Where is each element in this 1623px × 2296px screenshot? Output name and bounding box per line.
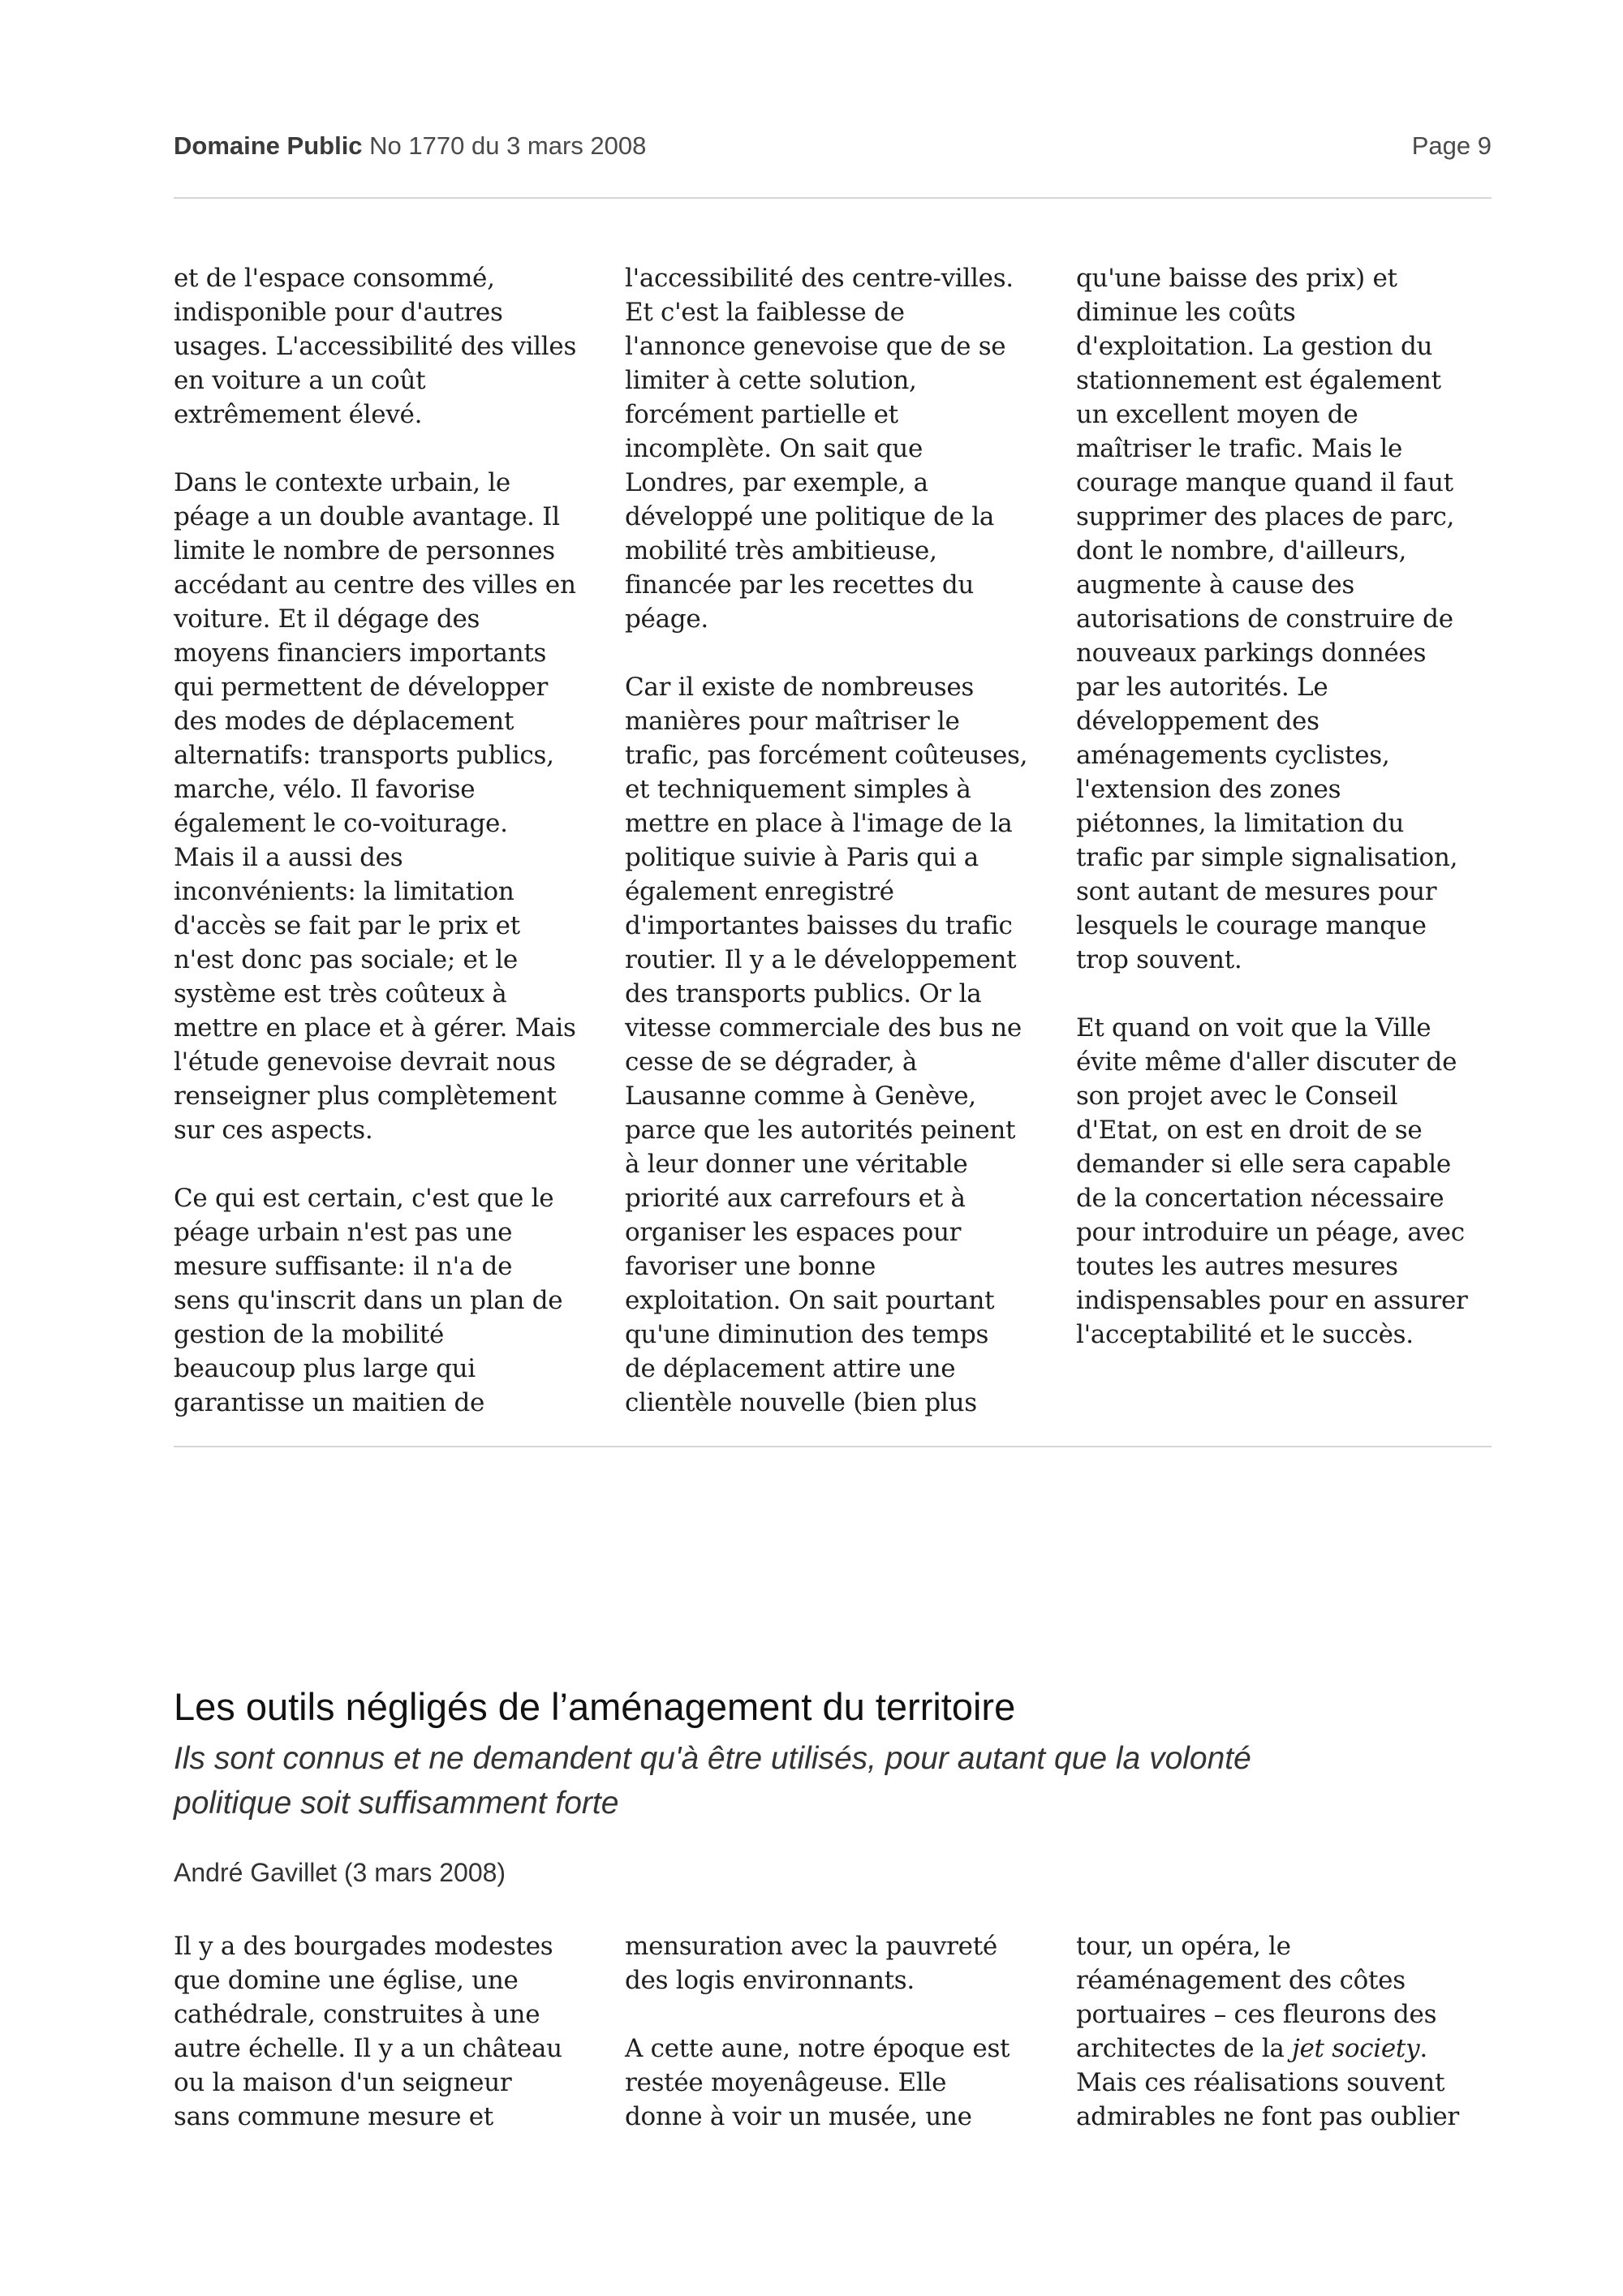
text-line: évite même d'aller discuter de [1076, 1047, 1457, 1077]
text-line: l'accessibilité des centre-villes. [625, 264, 1014, 293]
text-line: péage urbain n'est pas une [174, 1218, 513, 1247]
text-line: vitesse commerciale des bus ne [625, 1013, 1022, 1043]
text-line: Il y a des bourgades modestes [174, 1932, 553, 1961]
article-subtitle [174, 1736, 1505, 1825]
text-line: mobilité très ambitieuse, [625, 536, 937, 565]
text-line: de la concertation nécessaire [1076, 1184, 1444, 1213]
text-line: manières pour maîtriser le [625, 707, 960, 736]
text-line: trafic par simple signalisation, [1076, 843, 1458, 872]
paragraph [174, 1181, 592, 1420]
paragraph [174, 466, 592, 1147]
text-line: Ils sont connus et ne demandent qu'à être utilisés, pour autant que la volonté [174, 1741, 1251, 1776]
paragraph [1076, 1011, 1495, 1352]
text-line: n'est donc pas sociale; et le [174, 945, 518, 974]
text-line: inconvénients: la limitation [174, 877, 514, 906]
text-line: ou la maison d'un seigneur [174, 2068, 512, 2097]
text-line: développé une politique de la [625, 502, 995, 531]
text-line: pour introduire un péage, avec [1076, 1218, 1465, 1247]
text-line: piétonnes, la limitation du [1076, 809, 1405, 838]
text-line: stationnement est également [1076, 366, 1441, 395]
text-line: maîtriser le trafic. Mais le [1076, 434, 1403, 463]
text-line: parce que les autorités peinent [625, 1116, 1016, 1145]
text-line: demander si elle sera capable [1076, 1150, 1451, 1179]
text-line: routier. Il y a le développement [625, 945, 1017, 974]
text-line: d'Etat, on est en droit de se [1076, 1116, 1423, 1145]
text-line: d'accès se fait par le prix et [174, 911, 520, 940]
text-line: l'annonce genevoise que de se [625, 332, 1006, 361]
text-line: mesure suffisante: il n'a de [174, 1252, 513, 1281]
text-line: réaménagement des côtes [1076, 1966, 1406, 1995]
column-2 [625, 261, 1044, 1420]
text-line: limiter à cette solution, [625, 366, 917, 395]
text-line: politique soit suffisamment forte [174, 1786, 619, 1821]
text-line: Et c'est la faiblesse de [625, 298, 905, 327]
text-line: lesquels le courage manque [1076, 911, 1427, 940]
text-line: que domine une église, une [174, 1966, 519, 1995]
text-line: financée par les recettes du [625, 570, 975, 600]
section1-columns [174, 261, 1495, 1420]
text-line: extrêmement élevé. [174, 400, 423, 429]
paragraph [1076, 261, 1495, 977]
page-number: Page 9 [1411, 131, 1492, 160]
paragraph [174, 261, 592, 432]
paragraph [1076, 1929, 1495, 2134]
text-line: donne à voir un musée, une [625, 2102, 972, 2131]
text-line: incomplète. On sait que [625, 434, 923, 463]
emphasis-text: jet society [1292, 2034, 1420, 2063]
text-line: Car il existe de nombreuses [625, 673, 974, 702]
text-line: qu'une diminution des temps [625, 1320, 989, 1349]
text-line: développement des [1076, 707, 1319, 736]
text-line: cesse de se dégrader, à [625, 1047, 918, 1077]
column-3 [1076, 1929, 1495, 2134]
text-line: péage a un double avantage. Il [174, 502, 560, 531]
text-line: restée moyenâgeuse. Elle [625, 2068, 947, 2097]
text-line: à leur donner une véritable [625, 1150, 968, 1179]
paragraph [625, 670, 1044, 1420]
text-line: mettre en place et à gérer. Mais [174, 1013, 576, 1043]
text-line: système est très coûteux à [174, 979, 507, 1008]
paragraph [625, 1929, 1044, 1997]
text-line: mettre en place à l'image de la [625, 809, 1013, 838]
text-line: Lausanne comme à Genève, [625, 1081, 976, 1111]
text-line: Dans le contexte urbain, le [174, 468, 510, 497]
text-line: Mais il a aussi des [174, 843, 403, 872]
text-line: par les autorités. Le [1076, 673, 1328, 702]
text-run: architectes de la [1076, 2034, 1293, 2063]
text-line: des transports publics. Or la [625, 979, 982, 1008]
text-line: voiture. Et il dégage des [174, 604, 480, 634]
text-line: organiser les espaces pour [625, 1218, 962, 1247]
publication-name: Domaine Public [174, 131, 363, 160]
text-line: politique suivie à Paris qui a [625, 843, 979, 872]
header-rule [174, 197, 1492, 199]
text-line: et de l'espace consommé, [174, 264, 495, 293]
text-line: Mais ces réalisations souvent [1076, 2068, 1445, 2097]
column-1 [174, 261, 592, 1420]
text-line: l'extension des zones [1076, 775, 1341, 804]
text-line: supprimer des places de parc, [1076, 502, 1455, 531]
text-line: tour, un opéra, le [1076, 1932, 1291, 1961]
column-3 [1076, 261, 1495, 1420]
column-2 [625, 1929, 1044, 2134]
article-byline: André Gavillet (3 mars 2008) [174, 1858, 506, 1887]
paragraph [625, 261, 1044, 636]
text-line: des logis environnants. [625, 1966, 915, 1995]
text-line: favoriser une bonne [625, 1252, 876, 1281]
text-line: son projet avec le Conseil [1076, 1081, 1398, 1111]
text-line: forcément partielle et [625, 400, 898, 429]
text-line: sans commune mesure et [174, 2102, 493, 2131]
section-rule [174, 1446, 1492, 1447]
text-line: limite le nombre de personnes [174, 536, 555, 565]
text-line: péage. [625, 604, 708, 634]
text-line: mensuration avec la pauvreté [625, 1932, 997, 1961]
article-title: Les outils négligés de l’aménagement du territoire [174, 1685, 1016, 1728]
text-line: qu'une baisse des prix) et [1076, 264, 1397, 293]
column-1 [174, 1929, 592, 2134]
text-line: trafic, pas forcément coûteuses, [625, 741, 1028, 770]
text-line: sont autant de mesures pour [1076, 877, 1437, 906]
text-line: qui permettent de développer [174, 673, 548, 702]
text-line: dont le nombre, d'ailleurs, [1076, 536, 1407, 565]
text-line: Et quand on voit que la Ville [1076, 1013, 1431, 1043]
text-line: un excellent moyen de [1076, 400, 1358, 429]
paragraph-lines [1076, 2066, 1495, 2134]
text-run: . [1419, 2034, 1427, 2063]
text-line: de déplacement attire une [625, 1354, 956, 1383]
text-line: diminue les coûts [1076, 298, 1296, 327]
paragraph [174, 1929, 592, 2134]
text-line: clientèle nouvelle (bien plus [625, 1388, 977, 1417]
text-line: des modes de déplacement [174, 707, 514, 736]
text-line: Londres, par exemple, a [625, 468, 928, 497]
text-line: et techniquement simples à [625, 775, 971, 804]
text-line: exploitation. On sait pourtant [625, 1286, 995, 1315]
text-line: autorisations de construire de [1076, 604, 1453, 634]
text-line: beaucoup plus large qui [174, 1354, 476, 1383]
text-line: Ce qui est certain, c'est que le [174, 1184, 554, 1213]
text-line: moyens financiers importants [174, 638, 547, 668]
text-line: indispensables pour en assurer [1076, 1286, 1468, 1315]
text-line: trop souvent. [1076, 945, 1242, 974]
text-line: usages. L'accessibilité des villes [174, 332, 577, 361]
text-line: toutes les autres mesures [1076, 1252, 1398, 1281]
text-line: sur ces aspects. [174, 1116, 373, 1145]
text-line: d'importantes baisses du trafic [625, 911, 1013, 940]
text-line: accédant au centre des villes en [174, 570, 576, 600]
running-header [174, 131, 1492, 170]
paragraph [625, 2032, 1044, 2134]
text-line: indisponible pour d'autres [174, 298, 503, 327]
text-line: priorité aux carrefours et à [625, 1184, 966, 1213]
text-line: nouveaux parkings données [1076, 638, 1427, 668]
text-line: aménagements cyclistes, [1076, 741, 1390, 770]
text-line: courage manque quand il faut [1076, 468, 1453, 497]
text-line: d'exploitation. La gestion du [1076, 332, 1433, 361]
text-line: gestion de la mobilité [174, 1320, 445, 1349]
text-line: portuaires – ces fleurons des [1076, 2000, 1437, 2029]
text-line: également le co-voiturage. [174, 809, 508, 838]
text-line: sens qu'inscrit dans un plan de [174, 1286, 563, 1315]
text-line: l'acceptabilité et le succès. [1076, 1320, 1414, 1349]
text-line: l'étude genevoise devrait nous [174, 1047, 556, 1077]
text-line: marche, vélo. Il favorise [174, 775, 476, 804]
text-line: admirables ne font pas oublier [1076, 2102, 1459, 2131]
paragraph-lines [1076, 1929, 1495, 2032]
text-line: A cette aune, notre époque est [625, 2034, 1010, 2063]
article2-columns [174, 1929, 1495, 2134]
text-line: augmente à cause des [1076, 570, 1355, 600]
text-line: également enregistré [625, 877, 894, 906]
text-line: autre échelle. Il y a un château [174, 2034, 562, 2063]
text-line: en voiture a un coût [174, 366, 426, 395]
text-line [1076, 2032, 1495, 2066]
text-line: garantisse un maitien de [174, 1388, 485, 1417]
text-line: cathédrale, construites à une [174, 2000, 540, 2029]
text-line: alternatifs: transports publics, [174, 741, 554, 770]
text-line: renseigner plus complètement [174, 1081, 557, 1111]
issue-info: No 1770 du 3 mars 2008 [369, 131, 647, 160]
